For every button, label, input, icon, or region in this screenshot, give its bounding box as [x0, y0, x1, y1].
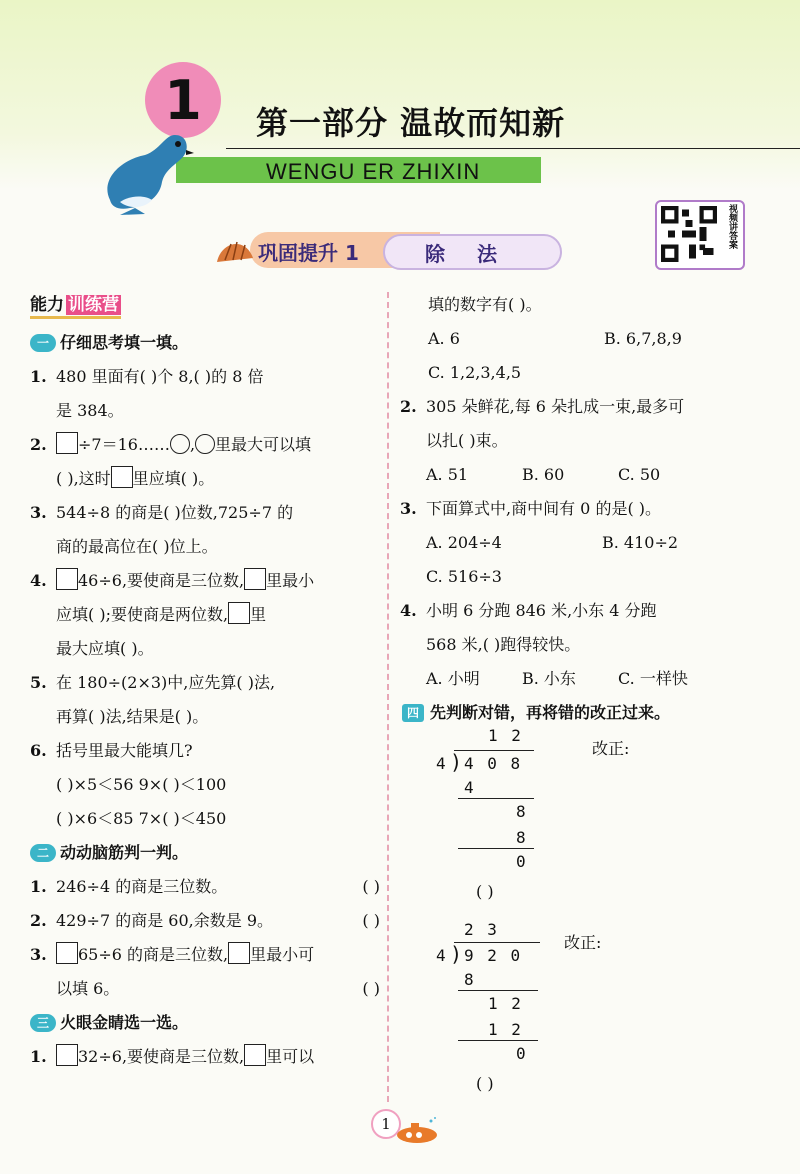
- question: 2. 429÷7 的商是 60,余数是 9。 ( ): [30, 904, 380, 938]
- option[interactable]: B. 60: [522, 465, 565, 484]
- question: 6. 括号里最大能填几? ( )×5＜56 9×( )＜100 ( )×6＜85 7×( )＜450: [30, 741, 227, 828]
- option[interactable]: C. 50: [618, 465, 661, 484]
- part1-heading: [30, 326, 380, 360]
- part4-heading: [400, 696, 790, 730]
- badge-row: [30, 288, 380, 326]
- blank-circle[interactable]: [170, 434, 190, 454]
- part3-title: 火眼金睛选一选。: [60, 1013, 189, 1032]
- question: 4. 46÷6,要使商是三位数, 里最小 应填( );要使商是两位数, 里 最大应填( )。: [30, 564, 380, 666]
- option[interactable]: A. 小明: [426, 669, 480, 688]
- part4-number: 四: [402, 704, 424, 722]
- part2-number: 二: [30, 844, 56, 862]
- part3-heading: [30, 1006, 380, 1040]
- page-subtitle: WENGU ER ZHIXIN: [266, 159, 481, 184]
- q-text: 480 里面有( )个 8,( )的 8 倍: [56, 367, 264, 386]
- blank-box[interactable]: [228, 942, 250, 964]
- question: 4. 小明 6 分跑 846 米,小东 4 分跑 568 米,( )跑得较快。 A. 小明 B. 小东 C. 一样快: [400, 594, 790, 696]
- page-title: 第一部分 温故而知新: [256, 104, 566, 142]
- unit-number-badge: 1: [145, 62, 221, 138]
- answer-paren[interactable]: ( ): [362, 979, 380, 998]
- option[interactable]: B. 410÷2: [602, 533, 679, 552]
- right-column: 填的数字有( )。 A. 6 B. 6,7,8,9 C. 1,2,3,4,5 2. 305 朵鲜花,每 6 朵扎成一束,最多可 以扎( )束。 A. 51 B. 60 C. 50 3. 下面算式中,商中间有 0 的是( )。 A. 204÷4 B. 410÷2 C. 516÷3 4. 小明 6 分跑 846 米,小东 4 分跑 568 米,( )跑得较快。 A. 小明 B. 小东 C. 一样快 四 先判断对错，再将错的改正过来。: [400, 288, 790, 730]
- option[interactable]: C. 一样快: [618, 669, 688, 688]
- question: 2. ÷7＝16…… , 里最大可以填 ( ),这时 里应填( )。: [30, 428, 380, 496]
- qr-code-icon: [661, 206, 717, 262]
- option[interactable]: A. 6: [428, 329, 460, 348]
- section-label: 巩固提升 1: [258, 241, 359, 265]
- blank-box[interactable]: [244, 568, 266, 590]
- shell-icon: [215, 236, 255, 266]
- title-underline: [226, 148, 800, 149]
- ability-badge: [30, 290, 121, 319]
- answer-paren[interactable]: ( ): [362, 877, 380, 896]
- blank-box[interactable]: [56, 432, 78, 454]
- question: 3. 544÷8 的商是( )位数,725÷7 的 商的最高位在( )位上。: [30, 503, 294, 556]
- blank-box[interactable]: [56, 568, 78, 590]
- part1-number: 一: [30, 334, 56, 352]
- qr-code-panel[interactable]: [655, 200, 745, 270]
- page-number: 1: [371, 1109, 401, 1139]
- badge-b: 训练营: [68, 295, 119, 315]
- answer-paren[interactable]: ( ): [362, 911, 380, 930]
- option[interactable]: A. 51: [426, 465, 469, 484]
- part1-title: 仔细思考填一填。: [60, 333, 189, 352]
- option[interactable]: B. 6,7,8,9: [604, 329, 682, 348]
- blank-box[interactable]: [111, 466, 133, 488]
- blank-box[interactable]: [56, 942, 78, 964]
- part2-heading: [30, 836, 380, 870]
- fix-label: 改正:: [564, 933, 602, 952]
- badge-a: 能力: [30, 295, 64, 315]
- section-banner: [215, 232, 561, 268]
- column-divider: [387, 292, 389, 1102]
- question: 2. 305 朵鲜花,每 6 朵扎成一束,最多可 以扎( )束。 A. 51 B. 60 C. 50: [400, 390, 790, 492]
- q-text: 是 384。: [56, 401, 124, 420]
- left-column: [30, 288, 380, 1074]
- option[interactable]: C. 516÷3: [426, 567, 502, 586]
- option[interactable]: B. 小东: [522, 669, 576, 688]
- question: 3. 65÷6 的商是三位数, 里最小可 以填 6。 ( ): [30, 938, 380, 1006]
- section-topic: 除法: [425, 242, 529, 266]
- question: 1. 480 里面有( )个 8,( )的 8 倍 是 384。: [30, 360, 380, 428]
- answer-paren[interactable]: ( ): [476, 882, 494, 901]
- question: 5. 在 180÷(2×3)中,应先算( )法, 再算( )法,结果是( )。: [30, 673, 276, 726]
- question: 1. 246÷4 的商是三位数。 ( ): [30, 870, 380, 904]
- question: 1. 32÷6,要使商是三位数, 里可以: [30, 1040, 380, 1074]
- part2-title: 动动脑筋判一判。: [60, 843, 189, 862]
- sea-lion-mascot: [90, 120, 200, 220]
- answer-paren[interactable]: ( ): [476, 1074, 494, 1093]
- submarine-icon: [395, 1115, 445, 1145]
- option[interactable]: A. 204÷4: [426, 533, 502, 552]
- question: 3. 下面算式中,商中间有 0 的是( )。 A. 204÷4 B. 410÷2 C. 516÷3: [400, 492, 790, 594]
- blank-box[interactable]: [244, 1044, 266, 1066]
- blank-circle[interactable]: [195, 434, 215, 454]
- part3-number: 三: [30, 1014, 56, 1032]
- qr-label: 视频讲答案: [727, 204, 737, 249]
- part4-title: 先判断对错，再将错的改正过来。: [430, 703, 671, 722]
- fix-label: 改正:: [592, 739, 630, 758]
- blank-box[interactable]: [228, 602, 250, 624]
- option[interactable]: C. 1,2,3,4,5: [428, 363, 522, 382]
- blank-box[interactable]: [56, 1044, 78, 1066]
